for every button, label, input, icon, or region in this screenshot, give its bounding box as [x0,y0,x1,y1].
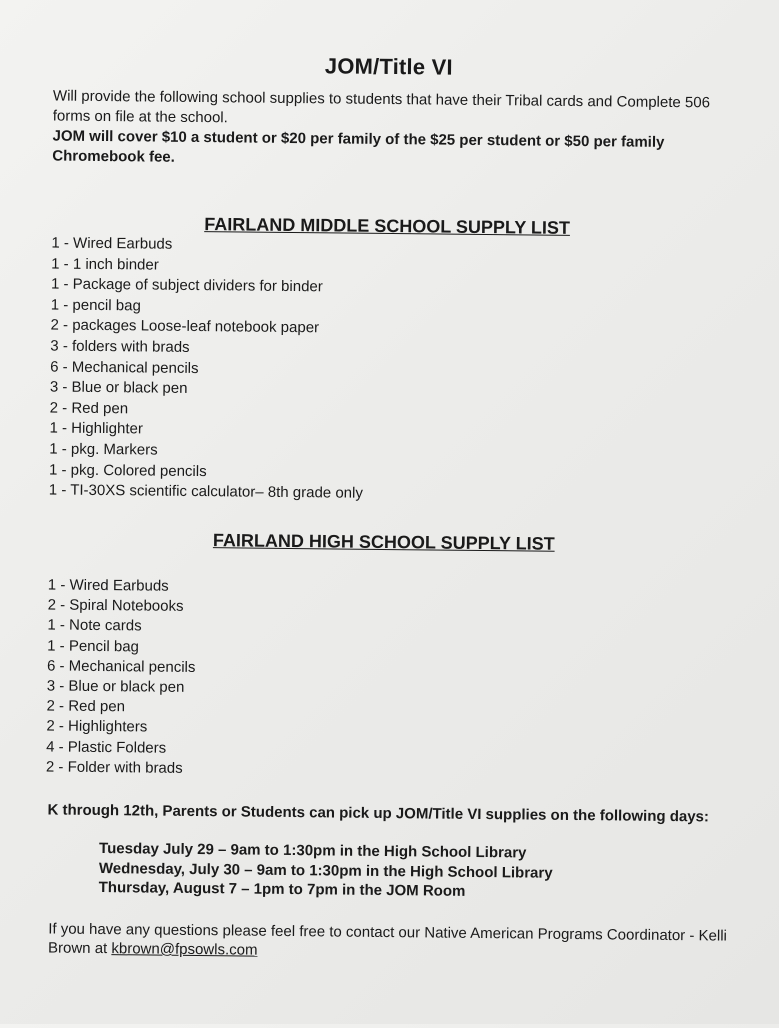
pickup-text: K through 12th, Parents or Students can pick up JOM/Title VI supplies on the following days: [47,801,710,826]
list-item: 1 - pkg. Colored pencils [48,460,207,480]
list-item: 4 - Plastic Folders [46,737,167,757]
pickup-dates [99,839,553,902]
list-item: 1 - Note cards [47,616,142,635]
list-item: 2 - Red pen [49,399,129,418]
list-item: 1 - TI-30XS scientific calculator– 8th grade only [48,481,363,502]
list-item: 2 - Folder with brads [45,758,183,777]
list-item: 1 - 1 inch binder [51,255,159,274]
list-item: 2 - packages Loose-leaf notebook paper [50,316,320,337]
list-item: 1 - pencil bag [50,296,141,315]
high-school-heading: FAIRLAND HIGH SCHOOL SUPPLY LIST [212,530,555,554]
list-item: 2 - Spiral Notebooks [47,596,184,616]
list-item: 2 - Red pen [46,697,126,716]
pickup-date-item: Thursday, August 7 – 1pm to 7pm in the JOM Room [98,879,466,900]
list-item: 2 - Highlighters [46,717,148,736]
list-item: 3 - Blue or black pen [46,677,185,696]
list-item: 6 - Mechanical pencils [46,657,196,676]
list-item: 1 - Pencil bag [47,637,140,655]
middle-school-heading: FAIRLAND MIDDLE SCHOOL SUPPLY LIST [204,214,571,238]
list-item: 6 - Mechanical pencils [50,358,199,377]
pickup-date-item: Tuesday July 29 – 9am to 1:30pm in the High School Library [99,840,527,862]
list-item: 1 - pkg. Markers [49,440,158,459]
pickup-info [47,800,727,827]
contact-message: If you have any questions please feel free to contact our Native American Programs Coordinator - Kelli Brown at [47,920,727,958]
intro-eligibility-text: Will provide the following school supplies to students that have their Tribal cards and Complete 506 forms on file at the school. [52,87,711,127]
list-item: 3 - folders with brads [50,337,190,356]
contact-email-link[interactable]: kbrown@fpsowls.com [111,940,258,959]
list-item: 1 - Wired Earbuds [51,234,173,253]
intro-paragraph [52,86,733,173]
list-item: 1 - Package of subject dividers for binder [50,275,323,296]
contact-info [48,919,728,964]
middle-school-supply-list [49,233,366,504]
intro-chromebook-fee-text: JOM will cover $10 a student or $20 per family of the $25 per student or $50 per family Chromebook fee. [52,127,665,166]
pickup-date-item: Wednesday, July 30 – 9am to 1:30pm in the High School Library [98,859,553,882]
high-school-supply-list [46,575,197,778]
list-item: 3 - Blue or black pen [49,378,188,398]
contact-text [48,919,728,964]
list-item: 1 - Wired Earbuds [47,576,169,595]
list-item: 1 - Highlighter [49,419,143,438]
page-title: JOM/Title VI [324,53,453,80]
